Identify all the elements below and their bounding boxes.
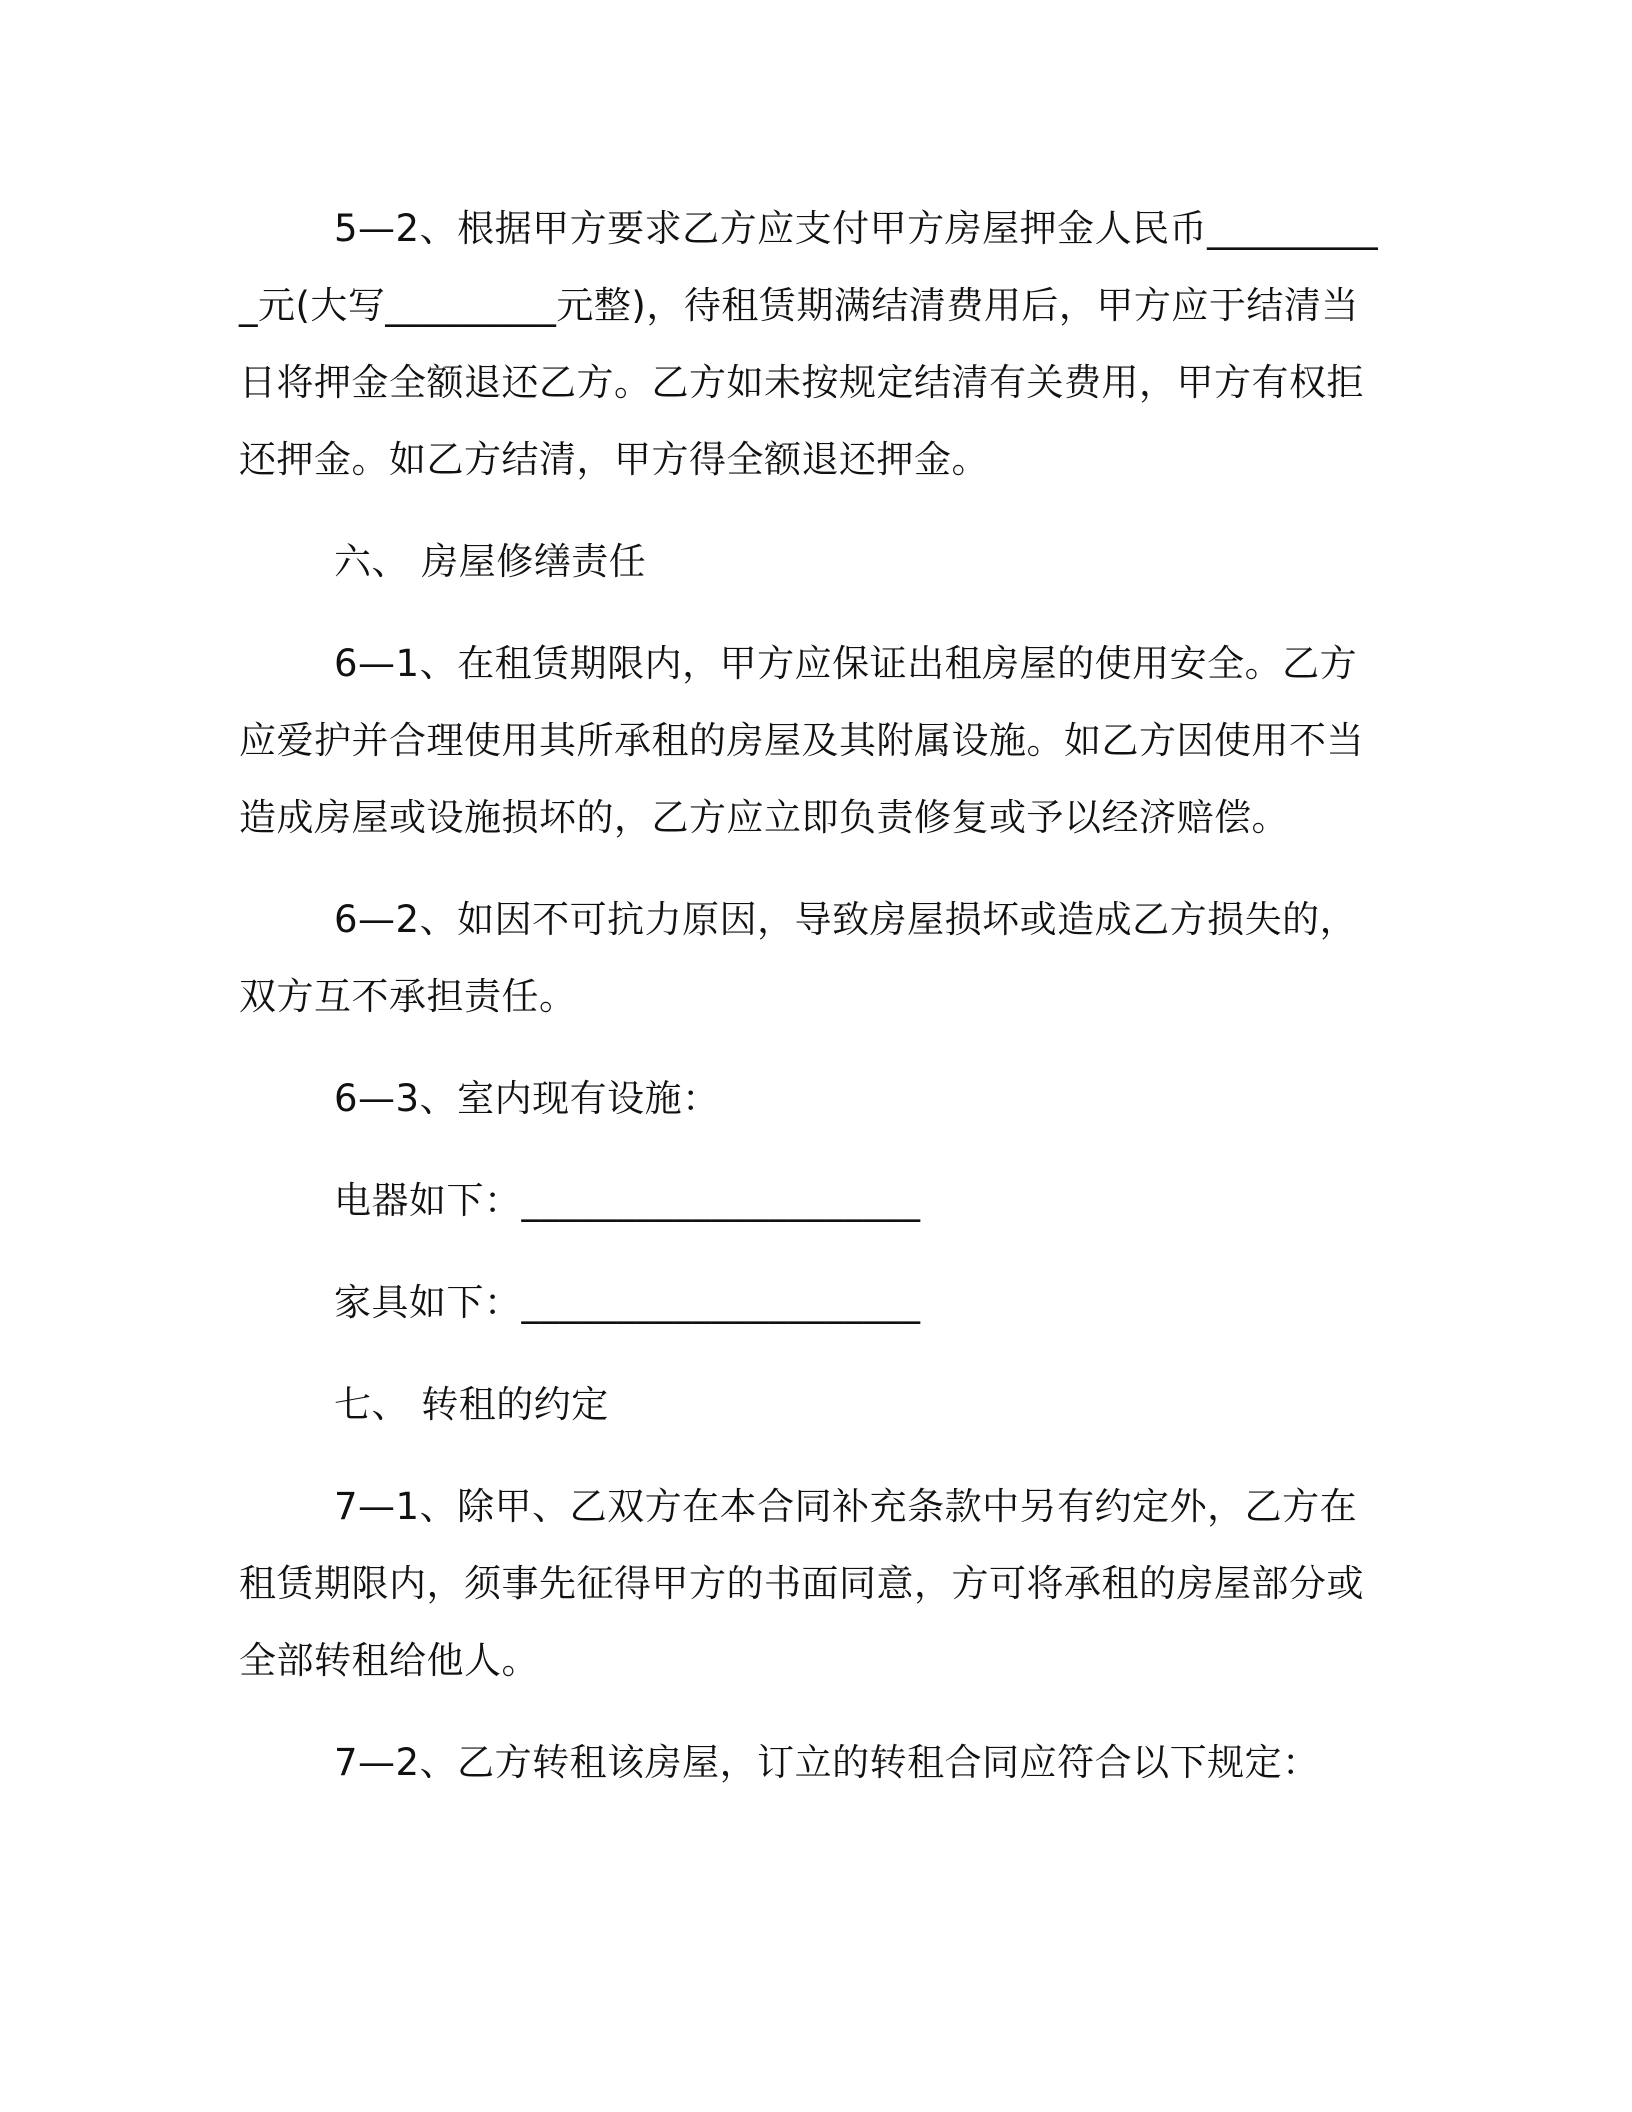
section-heading-repair-responsibility: 六、 房屋修缮责任 [334,540,647,583]
section-heading-sublease: 七、 转租的约定 [334,1383,609,1426]
clause-6-3: 6—3、室内现有设施： [334,1077,720,1120]
clause-7-2: 7—2、乙方转租该房屋，订立的转租合同应符合以下规定： [334,1741,1320,1784]
appliances-line: 电器如下：_____________________ [334,1179,921,1222]
clause-6-2: 6—2、如因不可抗力原因，导致房屋损坏或造成乙方损失的，双方互不承担责任。 [239,898,1358,1018]
clause-7-1: 7—1、除甲、乙双方在本合同补充条款中另有约定外，乙方在租赁期限内，须事先征得甲方的书面同意，方可将承租的房屋部分或全部转租给他人。 [239,1485,1364,1682]
furniture-line: 家具如下：_____________________ [334,1281,921,1324]
clause-5-2: 5—2、根据甲方要求乙方应支付甲方房屋押金人民币__________元(大写_________元整)，待租赁期满结清费用后，甲方应于结清当日将押金全额退还乙方。乙方如未按规定结清有关费用，甲方有权拒还押金。如乙方结清，甲方得全额退还押金。 [239,207,1379,481]
clause-6-1: 6—1、在租赁期限内，甲方应保证出租房屋的使用安全。乙方应爱护并合理使用其所承租的房屋及其附属设施。如乙方因使用不当造成房屋或设施损坏的，乙方应立即负责修复或予以经济赔偿。 [239,642,1364,839]
document-body [239,190,1389,1801]
